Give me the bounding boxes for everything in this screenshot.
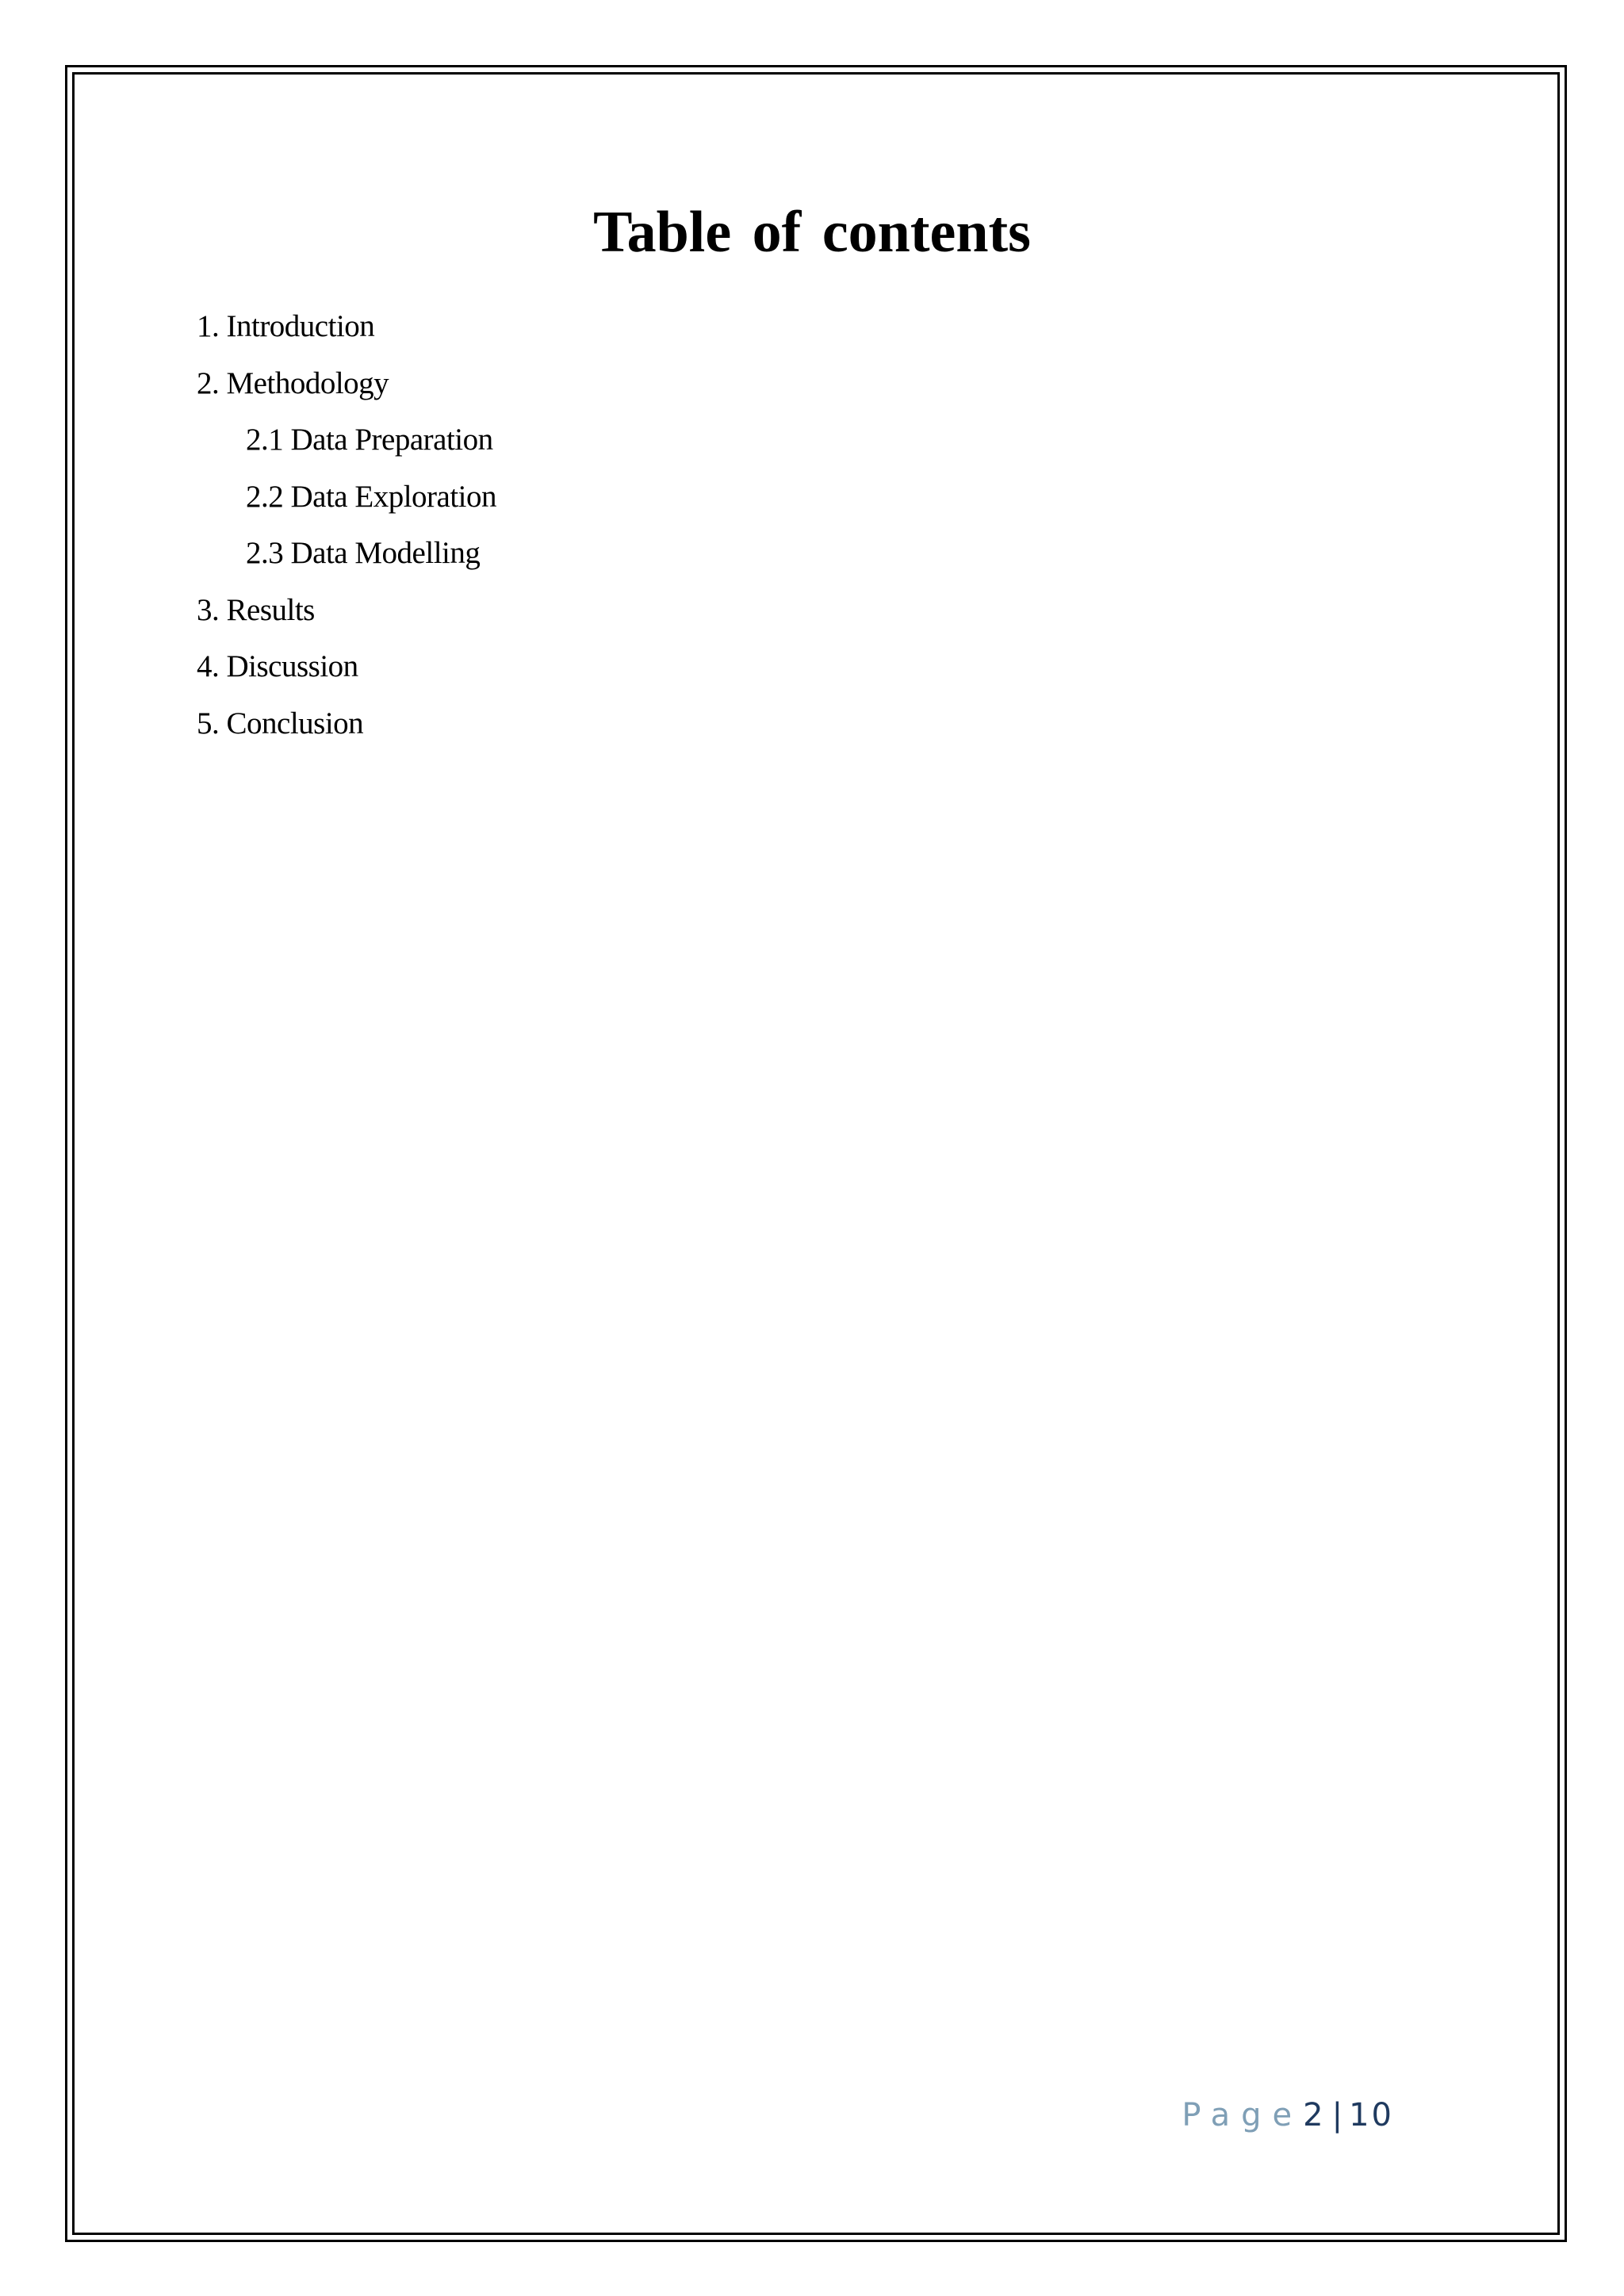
total-pages: 10 [1349, 2097, 1394, 2133]
toc-item-methodology[interactable]: 2. Methodology [197, 365, 389, 400]
page-separator: | [1331, 2097, 1343, 2133]
toc-title: Table of contents [593, 200, 1031, 265]
toc-item-data-exploration[interactable]: 2.2 Data Exploration [246, 479, 496, 514]
toc-item-discussion[interactable]: 4. Discussion [197, 649, 358, 683]
page-label: Page [1182, 2097, 1304, 2133]
toc-item-conclusion[interactable]: 5. Conclusion [197, 706, 364, 740]
toc-item-introduction[interactable]: 1. Introduction [197, 309, 375, 343]
toc-list [197, 298, 496, 752]
page-footer [1182, 2093, 1394, 2137]
toc-item-data-preparation[interactable]: 2.1 Data Preparation [246, 423, 493, 457]
toc-item-results[interactable]: 3. Results [197, 592, 315, 627]
toc-item-data-modelling[interactable]: 2.3 Data Modelling [246, 536, 481, 570]
page-number: 2 [1303, 2097, 1326, 2133]
